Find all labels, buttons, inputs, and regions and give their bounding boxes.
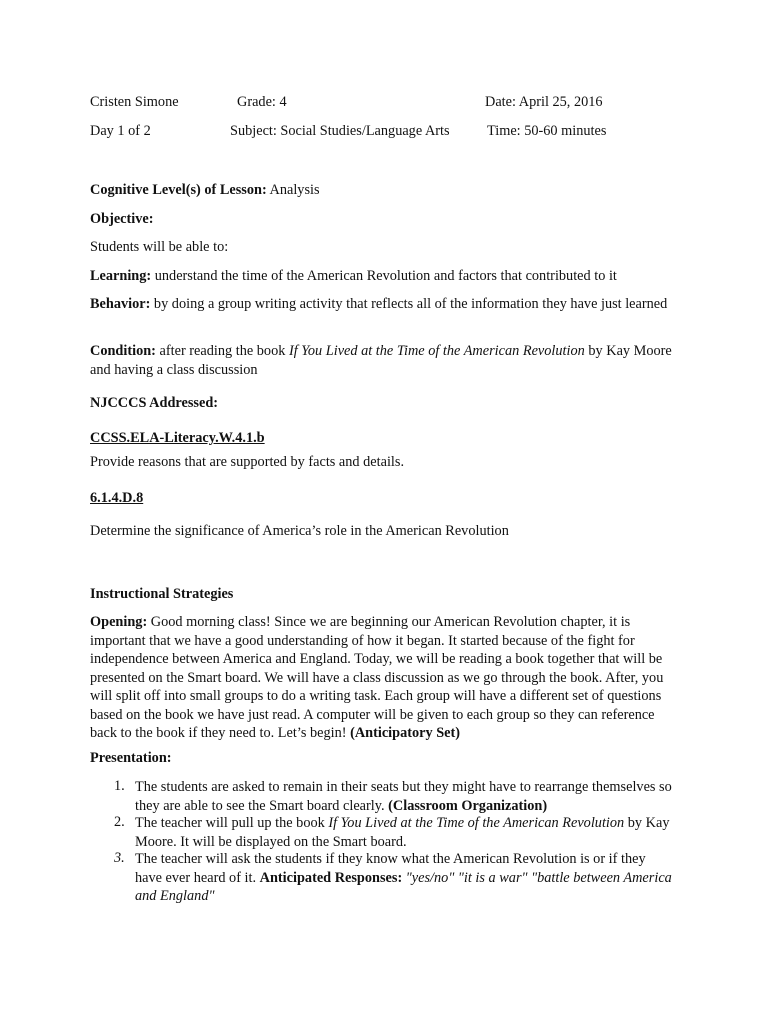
condition-post: by Kay Moore and having a class discussion (90, 343, 672, 378)
condition-book-title: If You Lived at the Time of the American Revolution (288, 343, 585, 359)
learning-text: understand the time of the American Revolution and factors that contributed to it (151, 268, 617, 284)
condition-label: Condition: (90, 343, 156, 359)
standards-heading: NJCCCS Addressed: (90, 395, 219, 411)
social-studies-text: Determine the significance of America’s role in the American Revolution (90, 523, 509, 539)
behavior-text: by doing a group writing activity that reflects all of the information they have just learned (150, 296, 668, 312)
opening-tag: (Anticipatory Set) (350, 725, 461, 741)
anticipated-responses: "yes/no" "it is a war" "battle between America and England" (135, 869, 672, 904)
condition-pre: after reading the book (155, 343, 289, 359)
list-item-text: The teacher will ask the students if they know what the American Revolution is or if they have ever heard of it. (135, 851, 646, 886)
cognitive-value: Analysis (266, 182, 320, 198)
list-item-tag: (Classroom Organization) (388, 797, 548, 814)
objective-intro: Students will be able to: (90, 239, 229, 255)
list-item-number: 3. (114, 850, 125, 866)
ccss-text: Provide reasons that are supported by facts and details. (90, 454, 405, 470)
anticipated-label: Anticipated Responses: (259, 869, 403, 886)
cognitive-label: Cognitive Level(s) of Lesson: (90, 182, 267, 198)
social-studies-code: 6.1.4.D.8 (90, 490, 144, 506)
list-item-text: The students are asked to remain in their seats but they might have to rearrange themselves so they are able to see the Smart board clearly. (135, 779, 672, 814)
list-item-number: 1. (114, 778, 125, 794)
opening-paragraph (90, 613, 680, 743)
presentation-heading: Presentation: (90, 750, 172, 766)
list-item (135, 778, 675, 815)
grade: Grade: 4 (237, 94, 287, 110)
behavior-label: Behavior: (90, 296, 151, 312)
list-item-text-post: by Kay Moore. It will be displayed on the Smart board. (135, 815, 670, 850)
behavior-objective (90, 295, 680, 314)
cognitive-level (90, 182, 320, 199)
day-count: Day 1 of 2 (90, 123, 151, 139)
ccss-code: CCSS.ELA-Literacy.W.4.1.b (90, 430, 265, 446)
learning-label: Learning: (90, 268, 152, 284)
list-item (135, 850, 675, 906)
subject: Subject: Social Studies/Language Arts (230, 123, 450, 139)
lesson-time: Time: 50-60 minutes (487, 123, 607, 139)
list-item-book-title: If You Lived at the Time of the American Revolution (328, 815, 625, 831)
strategies-heading: Instructional Strategies (90, 586, 234, 602)
condition-objective (90, 342, 680, 379)
date: Date: April 25, 2016 (485, 94, 603, 110)
opening-text: Good morning class! Since we are beginning our American Revolution chapter, it is important that we have a good understanding of how it began. It started because of the fight for independence between America and England. Today, we will be reading a book together that will be presented on the Smart board. We will have a class discussion as we go through the book. After, you will split off into small groups to do a writing task. Each group will have a different set of questions based on the book we have just read. A computer will be given to each group so they can reference back to the book if they need to. Let’s begin! (90, 614, 664, 741)
teacher-name: Cristen Simone (90, 94, 179, 110)
learning-objective (90, 267, 680, 286)
list-item (135, 814, 675, 851)
list-item-number: 2. (114, 814, 125, 830)
objective-heading: Objective: (90, 211, 154, 227)
opening-label: Opening: (90, 614, 148, 630)
list-item-text: The teacher will pull up the book (135, 815, 329, 831)
